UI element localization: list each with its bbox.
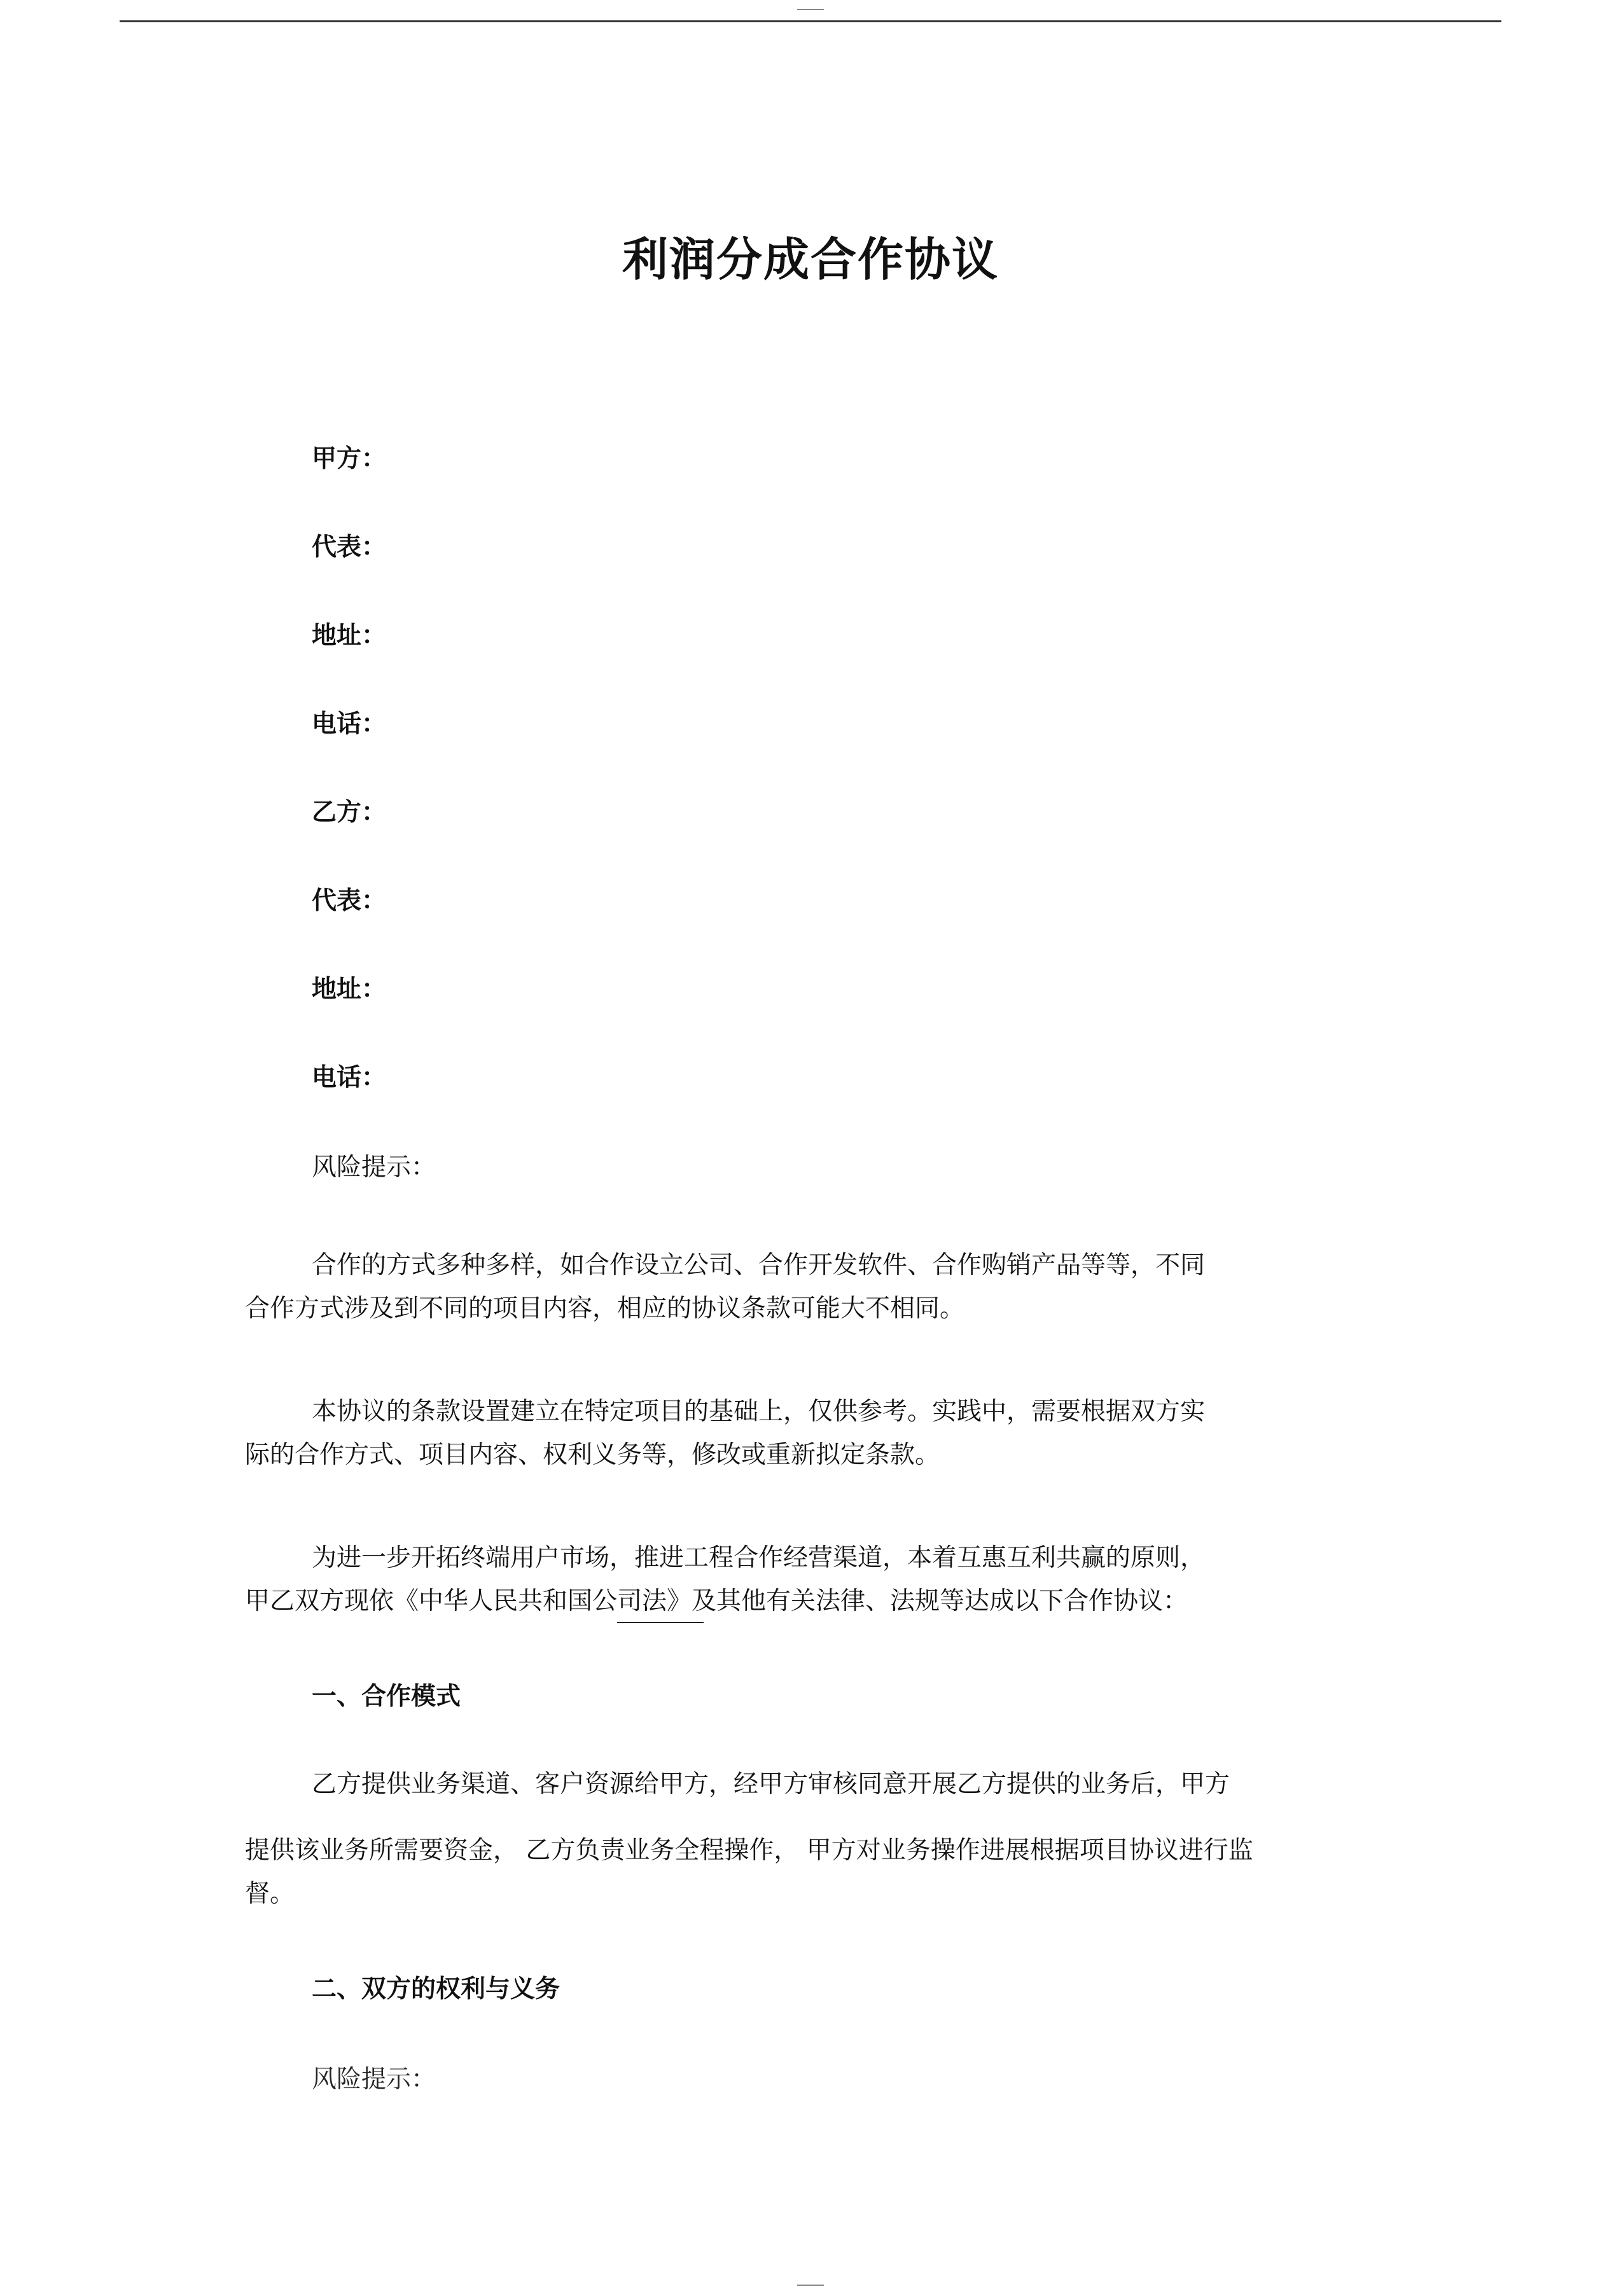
page-top-mark [797, 9, 824, 10]
section2-heading: 二、双方的权利与义务 [312, 1975, 560, 2003]
section1-line2: 提供该业务所需要资金， 乙方负责业务全程操作， 甲方对业务操作进展根据项目协议进行监 [245, 1836, 1253, 1865]
preamble-line2: 甲乙双方现依《中华人民共和国公司法》及其他有关法律、法规等达成以下合作协议： [245, 1587, 1188, 1615]
party-b-phone-label: 电话： [312, 1063, 387, 1092]
law-name-underline [617, 1622, 704, 1623]
party-a-rep-label: 代表： [312, 533, 387, 562]
header-rule [120, 20, 1501, 22]
risk-para2-line1: 本协议的条款设置建立在特定项目的基础上，仅供参考。实践中，需要根据双方实 [312, 1397, 1206, 1426]
document-title: 利润分成合作协议 [622, 233, 999, 286]
risk-para2-line2: 际的合作方式、项目内容、权利义务等，修改或重新拟定条款。 [245, 1441, 940, 1469]
risk-notice-label: 风险提示： [312, 1153, 436, 1182]
party-b-name-label: 乙方： [312, 798, 387, 827]
section2-risk-label: 风险提示： [312, 2065, 436, 2094]
party-a-name-label: 甲方： [312, 445, 387, 473]
party-a-address-label: 地址： [312, 621, 387, 650]
risk-para1-line2: 合作方式涉及到不同的项目内容，相应的协议条款可能大不相同。 [245, 1294, 965, 1323]
party-b-address-label: 地址： [312, 975, 387, 1004]
section1-heading: 一、合作模式 [312, 1682, 461, 1711]
risk-para1-line1: 合作的方式多种多样，如合作设立公司、合作开发软件、合作购销产品等等，不同 [312, 1251, 1206, 1280]
section1-line3: 督。 [245, 1879, 295, 1908]
preamble-line1: 为进一步开拓终端用户市场，推进工程合作经营渠道，本着互惠互利共赢的原则， [312, 1544, 1206, 1572]
party-a-phone-label: 电话： [312, 710, 387, 738]
section1-line1: 乙方提供业务渠道、客户资源给甲方，经甲方审核同意开展乙方提供的业务后，甲方 [312, 1770, 1230, 1799]
page-bottom-mark [797, 2285, 824, 2286]
party-b-rep-label: 代表： [312, 887, 387, 915]
